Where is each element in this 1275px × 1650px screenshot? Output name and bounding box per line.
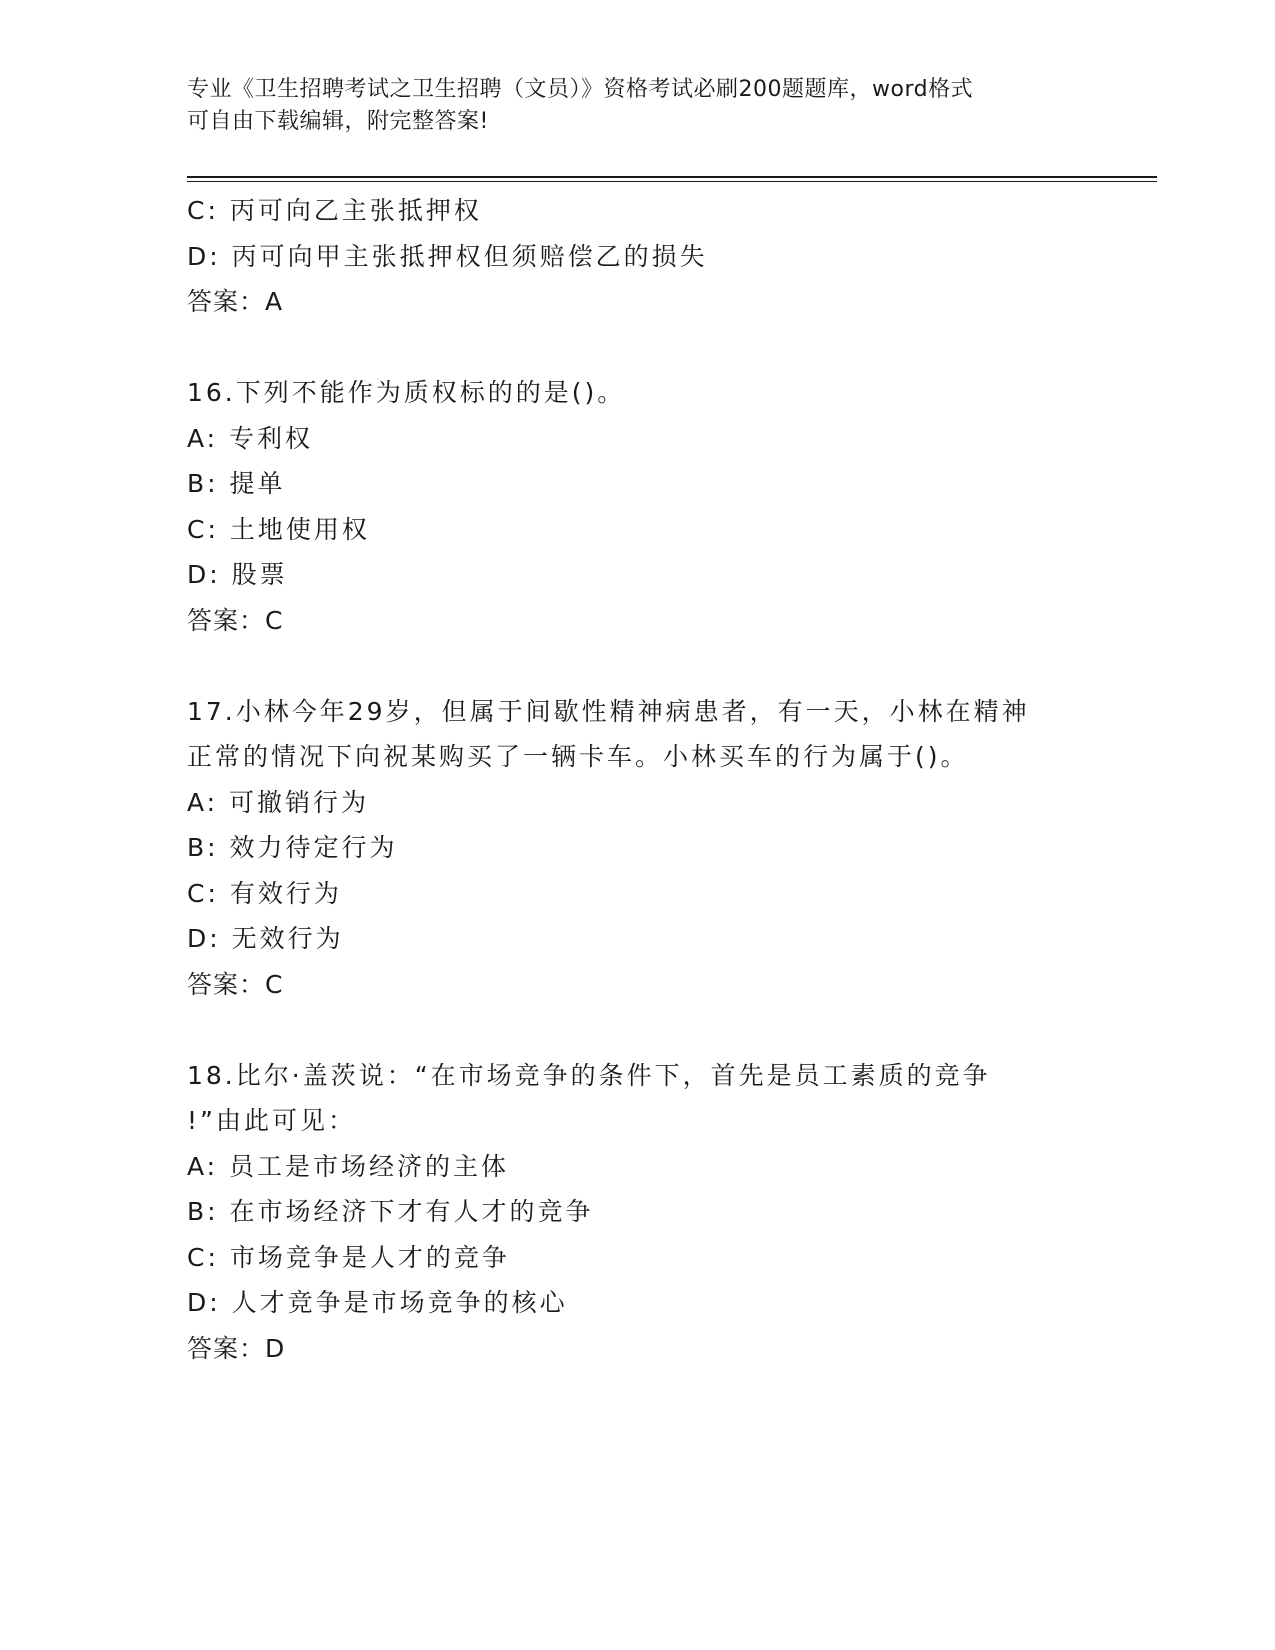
spacer bbox=[187, 1007, 1067, 1053]
option-c: C: 有效行为 bbox=[187, 878, 342, 908]
question-block-17 bbox=[187, 689, 1067, 1008]
document-header bbox=[187, 74, 1067, 138]
option-b: B: 效力待定行为 bbox=[187, 833, 398, 862]
spacer bbox=[187, 325, 1067, 371]
option-a: A: 专利权 bbox=[187, 423, 314, 453]
header-divider-thick bbox=[187, 176, 1157, 178]
option-d: D: 无效行为 bbox=[187, 924, 344, 953]
option-d: D: 丙可向甲主张抵押权但须赔偿乙的损失 bbox=[187, 241, 708, 271]
question-block-15-continued bbox=[187, 188, 1067, 325]
question-block-16 bbox=[187, 370, 1067, 643]
option-d: D: 股票 bbox=[187, 560, 288, 589]
option-a: A: 可撤销行为 bbox=[187, 787, 370, 817]
option-b: B: 提单 bbox=[187, 469, 286, 498]
question-stem-line: !”由此可见： bbox=[187, 1106, 356, 1135]
header-line-1: 专业《卫生招聘考试之卫生招聘（文员）》资格考试必刷200题题库，word格式 bbox=[187, 77, 974, 102]
option-c: C: 土地使用权 bbox=[187, 514, 370, 544]
option-a: A: 员工是市场经济的主体 bbox=[187, 1151, 510, 1181]
answer-line: 答案：C bbox=[187, 969, 284, 999]
question-stem-line: 17.小林今年29岁，但属于间歇性精神病患者，有一天，小林在精神 bbox=[187, 696, 1030, 726]
answer-line: 答案：A bbox=[187, 287, 284, 316]
option-c: C: 市场竞争是人才的竞争 bbox=[187, 1242, 510, 1272]
option-d: D: 人才竞争是市场竞争的核心 bbox=[187, 1288, 568, 1317]
option-c: C: 丙可向乙主张抵押权 bbox=[187, 196, 482, 225]
question-stem-line: 18.比尔·盖茨说：“在市场竞争的条件下，首先是员工素质的竞争 bbox=[187, 1060, 991, 1090]
answer-line: 答案：C bbox=[187, 605, 284, 635]
header-line-2: 可自由下载编辑，附完整答案! bbox=[187, 109, 489, 134]
question-block-18 bbox=[187, 1053, 1067, 1372]
answer-line: 答案：D bbox=[187, 1333, 286, 1363]
spacer bbox=[187, 643, 1067, 689]
question-list bbox=[187, 188, 1067, 1371]
header-divider-thin bbox=[187, 181, 1157, 182]
option-b: B: 在市场经济下才有人才的竞争 bbox=[187, 1197, 594, 1226]
question-stem-line: 16.下列不能作为质权标的的是()。 bbox=[187, 378, 626, 407]
question-stem-line: 正常的情况下向祝某购买了一辆卡车。小林买车的行为属于()。 bbox=[187, 742, 969, 771]
